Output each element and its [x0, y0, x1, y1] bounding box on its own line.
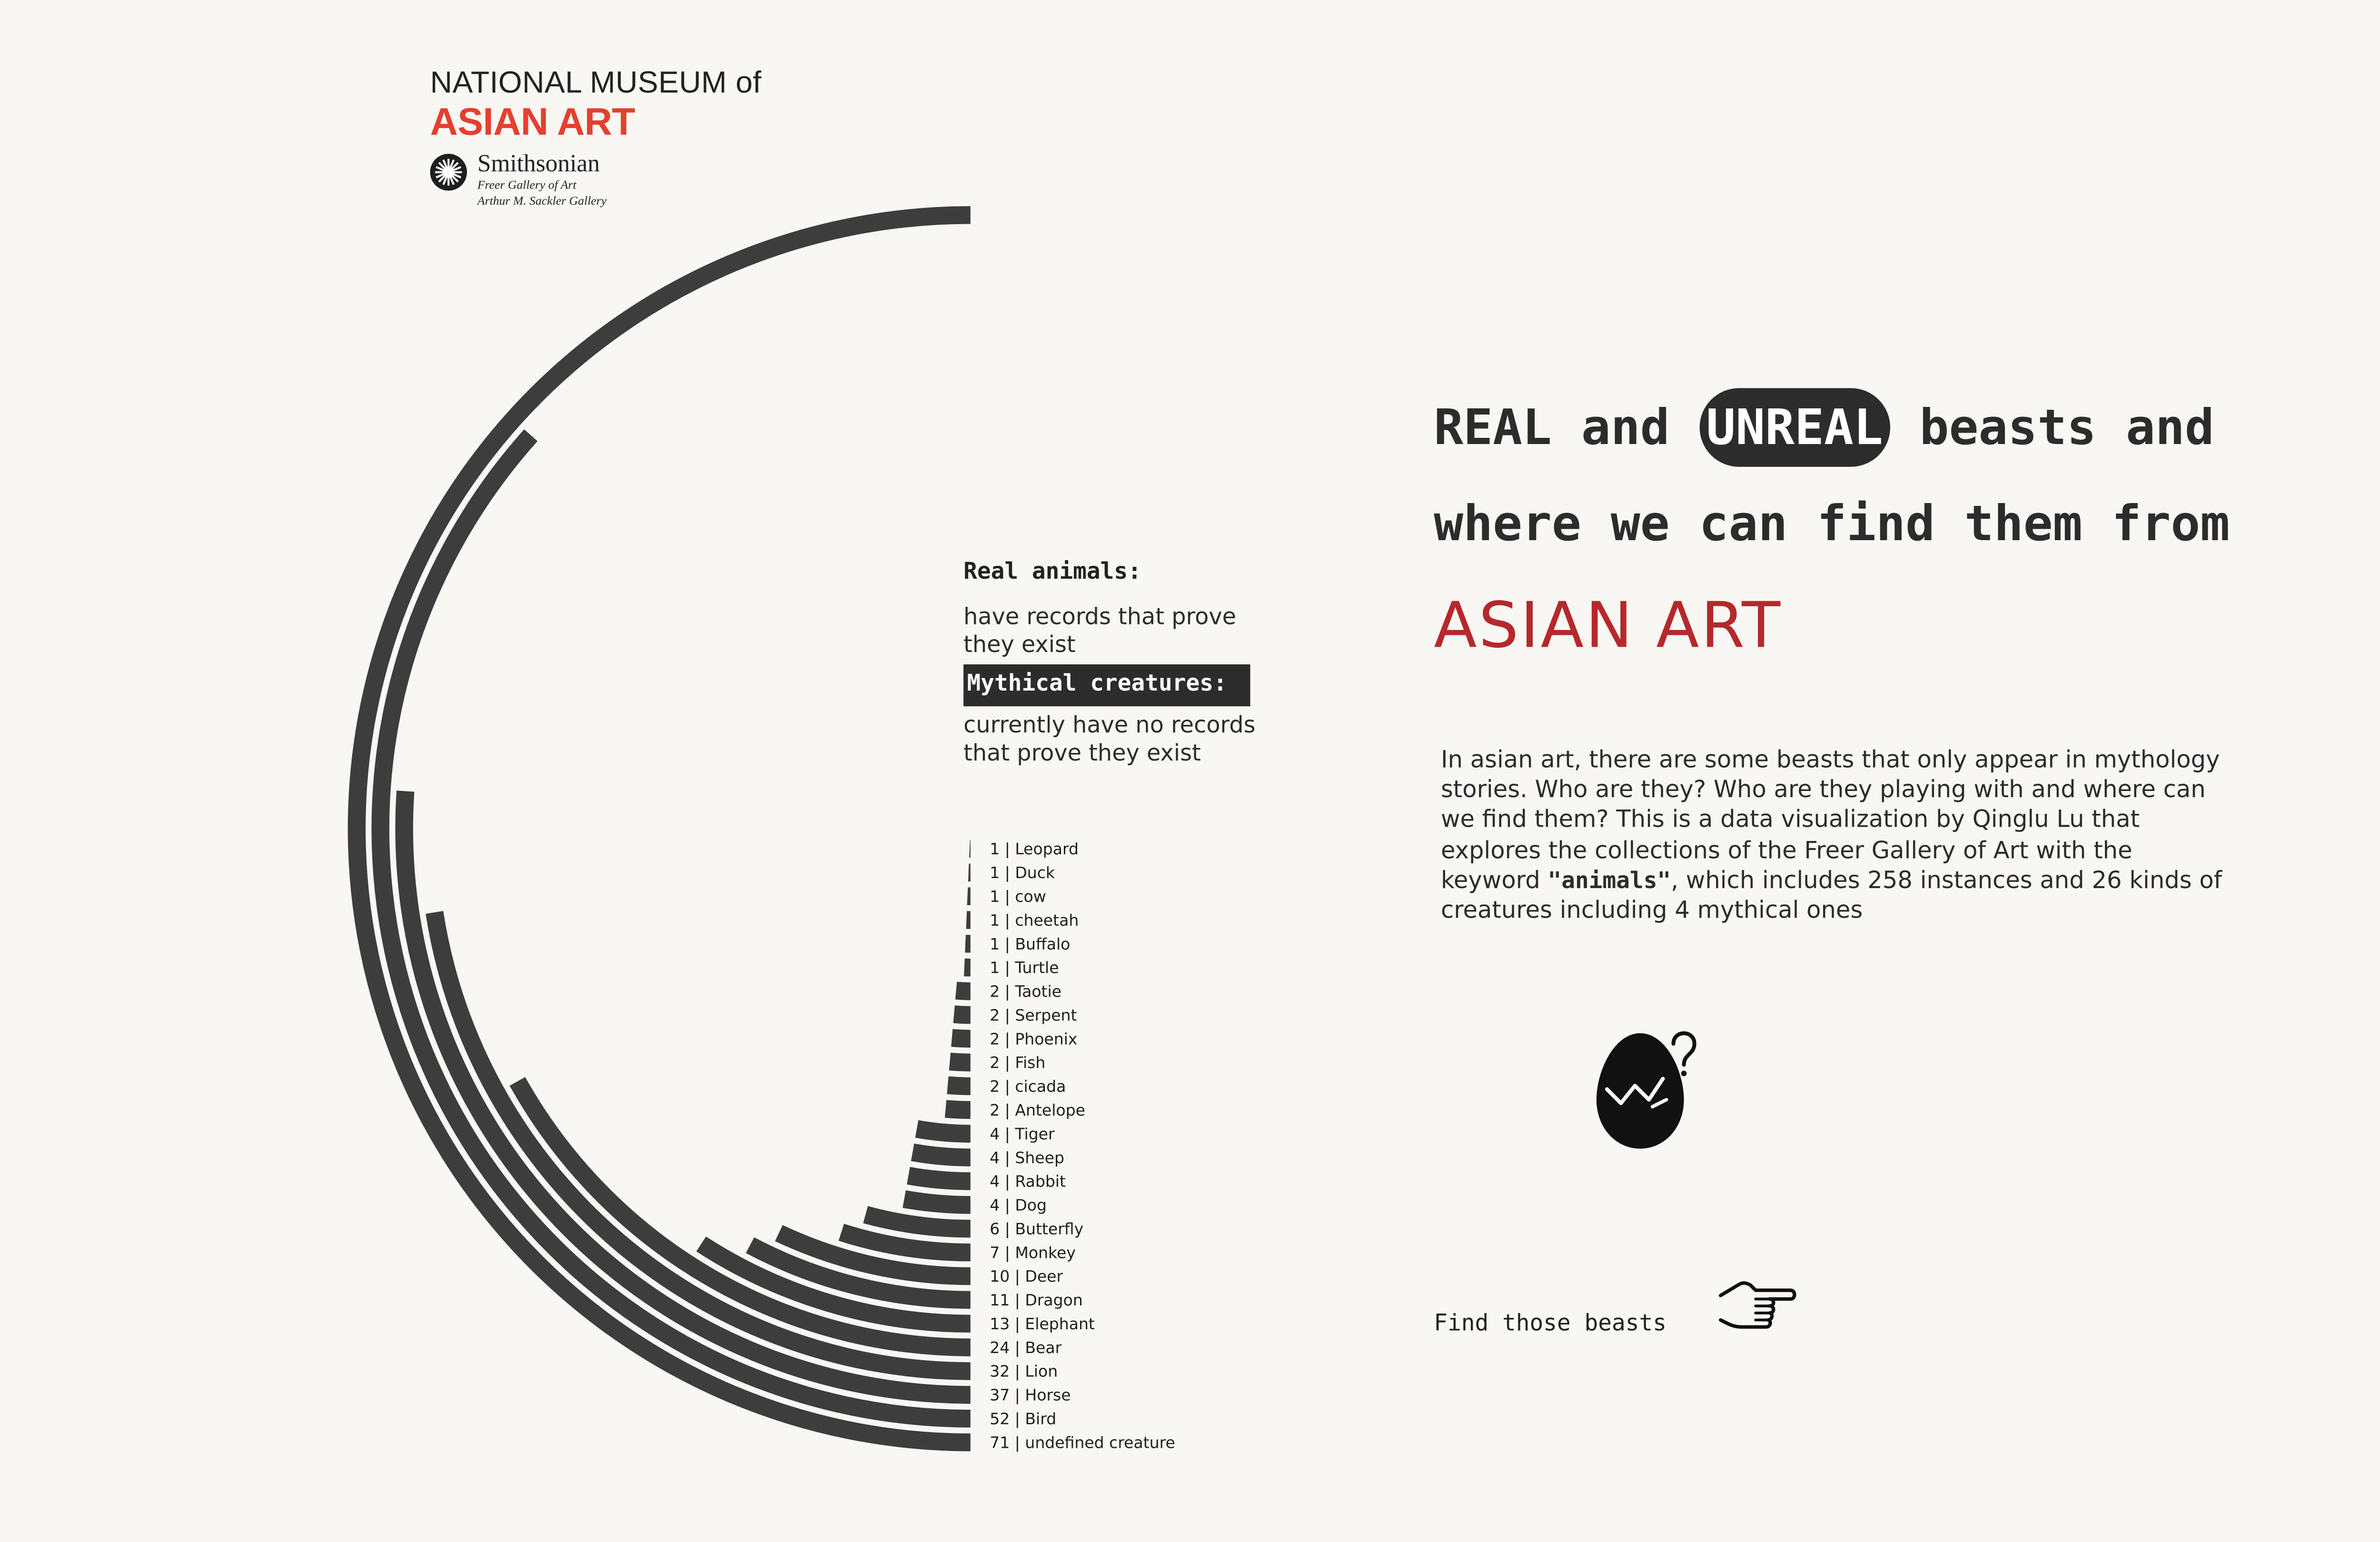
legend-real-description: have records that prove they exist — [963, 605, 1236, 659]
bar-label-rabbit: 4 | Rabbit — [990, 1172, 1066, 1191]
chart-bars — [357, 215, 970, 1443]
bar-phoenix — [952, 1038, 971, 1039]
bar-sheep — [912, 1152, 971, 1157]
legend-real-heading: Real animals: — [963, 559, 1141, 586]
bar-label-leopard: 1 | Leopard — [990, 840, 1079, 859]
bar-label-taotie: 2 | Taotie — [990, 982, 1062, 1001]
bar-label-phoenix: 2 | Phoenix — [990, 1029, 1078, 1048]
museum-name-line1: NATIONAL MUSEUM of — [430, 64, 762, 100]
bar-cicada — [948, 1085, 971, 1086]
gallery-name-freer: Freer Gallery of Art — [477, 178, 576, 193]
bar-label-serpent: 2 | Serpent — [990, 1006, 1077, 1025]
bar-label-elephant: 13 | Elephant — [990, 1314, 1095, 1333]
headline-beasts: beasts and — [1919, 398, 2214, 456]
headline-asian-art: ASIAN ART — [1434, 591, 1782, 663]
intro-text-before: In asian art, there are some beasts that only appear in mythology stories. Who are they? Who are they playing with and where can we find them? This is a data visualization by Qinglu Lu that explores the collections of the Freer Gallery of Art with the keyword — [1440, 746, 2220, 895]
bar-label-lion: 32 | Lion — [990, 1362, 1058, 1381]
bar-rabbit — [908, 1176, 970, 1181]
bar-label-antelope: 2 | Antelope — [990, 1100, 1085, 1119]
headline-real: REAL and — [1434, 398, 1670, 456]
bar-dog — [904, 1199, 971, 1205]
intro-paragraph — [1441, 747, 2228, 927]
bar-label-cheetah: 1 | cheetah — [990, 910, 1079, 929]
bar-label-buffalo: 1 | Buffalo — [990, 934, 1071, 953]
bar-label-dragon: 11 | Dragon — [990, 1291, 1083, 1310]
bar-label-cicada: 2 | cicada — [990, 1077, 1066, 1096]
bar-label-turtle: 1 | Turtle — [990, 958, 1059, 977]
bar-taotie — [956, 990, 971, 991]
bar-label-deer: 10 | Deer — [990, 1267, 1063, 1286]
bar-label-sheep: 4 | Sheep — [990, 1148, 1064, 1167]
bar-label-monkey: 7 | Monkey — [990, 1243, 1076, 1262]
headline-unreal-pill: UNREAL — [1699, 388, 1890, 467]
headline-line1 — [1434, 388, 2214, 467]
pointing-hand-icon[interactable] — [1714, 1271, 1801, 1341]
bar-label-undefined-creature: 71 | undefined creature — [990, 1433, 1175, 1452]
bar-lion — [435, 912, 971, 1371]
intro-keyword: "animals" — [1547, 869, 1671, 895]
headline-line2: where we can find them from — [1434, 494, 2230, 553]
smithsonian-wordmark: Smithsonian — [477, 152, 600, 178]
bar-serpent — [954, 1014, 971, 1015]
museum-name-line2: ASIAN ART — [430, 99, 635, 144]
bar-label-horse: 37 | Horse — [990, 1385, 1071, 1404]
chart-labels — [990, 840, 1175, 1452]
bar-label-bear: 24 | Bear — [990, 1338, 1062, 1357]
cracked-egg-question-icon — [1583, 1019, 1723, 1159]
bar-label-tiger: 4 | Tiger — [990, 1124, 1055, 1143]
bar-butterfly — [865, 1215, 971, 1228]
bar-label-duck: 1 | Duck — [990, 863, 1055, 882]
bar-label-cow: 1 | cow — [990, 887, 1046, 906]
intro-text-after: , which includes 258 instances and 26 kinds of creatures including 4 mythical ones — [1440, 867, 2222, 925]
gallery-name-sackler: Arthur M. Sackler Gallery — [477, 193, 607, 208]
bar-label-dog: 4 | Dog — [990, 1196, 1047, 1215]
bar-antelope — [946, 1109, 971, 1110]
bar-tiger — [917, 1129, 971, 1134]
bar-label-bird: 52 | Bird — [990, 1409, 1057, 1428]
bar-fish — [950, 1062, 970, 1063]
legend-mythical-description: currently have no records that prove they exist — [963, 713, 1256, 767]
bar-label-fish: 2 | Fish — [990, 1053, 1046, 1072]
bar-label-butterfly: 6 | Butterfly — [990, 1219, 1084, 1238]
legend-mythical-heading: Mythical creatures: — [963, 664, 1250, 706]
find-beasts-link[interactable]: Find those beasts — [1434, 1311, 1667, 1338]
